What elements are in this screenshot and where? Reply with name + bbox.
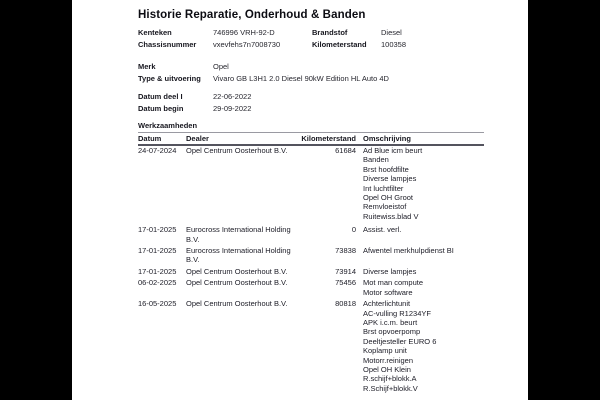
omschrijving-line: Remvloeistof <box>363 202 407 212</box>
merk-value: Opel <box>213 62 229 71</box>
omschrijving-list <box>356 146 484 221</box>
table-row <box>138 278 484 299</box>
datum-deel1-value: 22-06-2022 <box>213 92 252 101</box>
omschrijving-list <box>356 299 484 393</box>
type-uitvoering-value: Vivaro GB L3H1 2.0 Diesel 90kW Edition HL Auto 4D <box>213 74 389 83</box>
table-row <box>138 299 484 395</box>
omschrijving-line: Afwentel merkhulpdienst BI <box>363 246 454 256</box>
kenteken-value: 746996 VRH-92-D <box>213 28 275 37</box>
document-page <box>72 0 528 400</box>
row-kilometerstand: 80818 <box>335 299 356 309</box>
omschrijving-line: AC-vulling R1234YF <box>363 308 431 318</box>
column-header-dealer: Dealer <box>186 134 209 143</box>
row-dealer: Eurocross International Holding B.V. <box>186 225 291 244</box>
row-dealer: Eurocross International Holding B.V. <box>186 246 291 265</box>
vehicle-info-dates <box>138 91 498 115</box>
omschrijving-list <box>356 278 484 297</box>
omschrijving-line: Diverse lampjes <box>363 266 417 276</box>
table-row <box>138 246 484 267</box>
type-uitvoering-label: Type & uitvoering <box>138 74 201 83</box>
row-datum: 24-07-2024 <box>138 146 177 155</box>
omschrijving-line: Mot man compute <box>363 278 424 288</box>
omschrijving-line: Brst hoofdfilte <box>363 164 409 174</box>
row-datum: 17-01-2025 <box>138 246 177 256</box>
row-kilometerstand: 73838 <box>335 246 356 256</box>
omschrijving-line: Ruitewiss.blad V <box>363 211 419 221</box>
row-dealer: Opel Centrum Oosterhout B.V. <box>186 299 288 309</box>
omschrijving-line: R.Schijf+blokk.V <box>363 383 418 393</box>
datum-deel1-label: Datum deel I <box>138 92 183 101</box>
document-content <box>138 0 498 395</box>
omschrijving-line: Brst opvoerpomp <box>363 327 421 337</box>
kilometerstand-value: 100358 <box>381 40 407 49</box>
column-header-omschrijving: Omschrijving <box>363 134 411 143</box>
brandstof-value: Diesel <box>381 28 402 37</box>
omschrijving-line: Koplamp unit <box>363 346 407 356</box>
row-kilometerstand: 75456 <box>335 278 356 288</box>
row-dealer: Opel Centrum Oosterhout B.V. <box>186 278 288 288</box>
row-datum: 06-02-2025 <box>138 278 177 288</box>
omschrijving-line: Diverse lampjes <box>363 174 417 184</box>
omschrijving-line: Int luchtfilter <box>363 183 404 193</box>
brandstof-label: Brandstof <box>312 28 348 37</box>
omschrijving-list <box>356 267 484 276</box>
werkzaamheden-table <box>138 133 484 395</box>
row-datum: 17-01-2025 <box>138 225 177 235</box>
column-header-datum: Datum <box>138 134 162 143</box>
omschrijving-line: Banden <box>363 155 389 165</box>
datum-begin-label: Datum begin <box>138 104 184 113</box>
datum-begin-value: 29-09-2022 <box>213 104 252 113</box>
omschrijving-line: Opel OH Klein <box>363 364 411 374</box>
omschrijving-line: Achterlichtunit <box>363 299 411 309</box>
row-dealer: Opel Centrum Oosterhout B.V. <box>186 146 288 155</box>
table-header-row <box>138 133 484 144</box>
kilometerstand-label: Kilometerstand <box>312 40 367 49</box>
table-row <box>138 225 484 246</box>
werkzaamheden-section-title: Werkzaamheden <box>138 121 198 130</box>
omschrijving-list <box>356 246 484 265</box>
column-header-kilometerstand: Kilometerstand <box>301 134 356 143</box>
omschrijving-line: Motor software <box>363 287 413 297</box>
row-kilometerstand: 73914 <box>335 266 356 276</box>
row-datum: 17-01-2025 <box>138 266 177 276</box>
omschrijving-line: Opel OH Groot <box>363 193 414 203</box>
kenteken-label: Kenteken <box>138 28 172 37</box>
omschrijving-line: Deeltjesteller EURO 6 <box>363 336 437 346</box>
omschrijving-line: Motorr.reinigen <box>363 355 414 365</box>
chassisnummer-label: Chassisnummer <box>138 40 197 49</box>
page-title: Historie Reparatie, Onderhoud & Banden <box>138 9 366 21</box>
chassisnummer-value: vxevfehs7n7008730 <box>213 40 281 49</box>
omschrijving-line: R.schijf+blokk.A <box>363 374 417 384</box>
omschrijving-line: Ad Blue icm beurt <box>363 146 423 155</box>
omschrijving-list <box>356 225 484 244</box>
row-kilometerstand: 0 <box>351 225 356 235</box>
row-kilometerstand: 61684 <box>335 146 356 155</box>
row-dealer: Opel Centrum Oosterhout B.V. <box>186 266 288 276</box>
vehicle-info-primary <box>138 27 498 51</box>
vehicle-info-model <box>138 61 498 85</box>
omschrijving-line: APK i.c.m. beurt <box>363 317 418 327</box>
merk-label: Merk <box>138 62 156 71</box>
table-row <box>138 267 484 278</box>
row-datum: 16-05-2025 <box>138 299 177 309</box>
table-row <box>138 146 484 225</box>
omschrijving-line: Assist. verl. <box>363 225 402 235</box>
